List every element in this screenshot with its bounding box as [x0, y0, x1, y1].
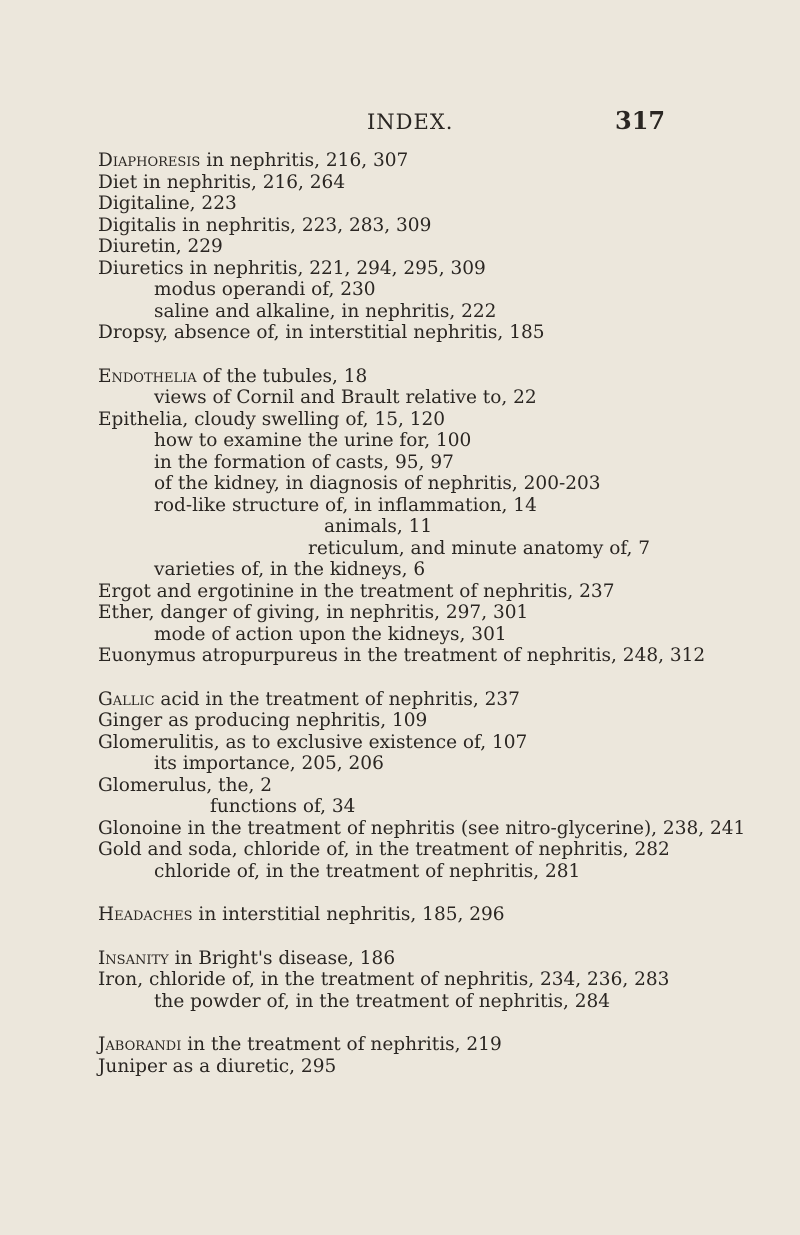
section-gap: [98, 667, 778, 689]
section-gap: [98, 344, 778, 366]
index-entry: Digitalis in nephritis, 223, 283, 309: [98, 214, 432, 236]
entry-lead: Insanity: [98, 947, 169, 969]
entry-lead: Jaborandi: [98, 1034, 182, 1055]
section-gap: [98, 882, 778, 904]
running-title: INDEX.: [367, 110, 454, 134]
section-gap: [98, 926, 778, 948]
index-entry: Dropsy, absence of, in interstitial nephritis, 185: [98, 322, 545, 343]
index-subentry: how to examine the urine for, 100: [154, 430, 472, 451]
index-entry-diaphoresis: [98, 150, 778, 172]
entry-text: in nephritis, 216, 307: [200, 150, 409, 171]
index-subentry: saline and alkaline, in nephritis, 222: [154, 300, 497, 322]
index-subentry: rod-like structure of, in inflammation, 14: [154, 494, 537, 516]
index-entry: Glonoine in the treatment of nephritis (see nitro-glycerine), 238, 241: [98, 817, 746, 839]
index-entry: Epithelia, cloudy swelling of, 15, 120: [98, 408, 446, 430]
entry-text: of the tubules, 18: [196, 365, 368, 387]
index-subentry: its importance, 205, 206: [154, 753, 384, 774]
index-entry-insanity: [98, 948, 778, 970]
index-subentry: in the formation of casts, 95, 97: [154, 451, 454, 473]
index-entry: Iron, chloride of, in the treatment of nephritis, 234, 236, 283: [98, 969, 670, 990]
index-subentry: modus operandi of, 230: [154, 279, 376, 300]
index-entry: Diuretin, 229: [98, 236, 223, 257]
entry-lead: Headaches: [98, 904, 193, 925]
index-subentry: of the kidney, in diagnosis of nephritis, 200-203: [154, 473, 601, 494]
index-entry: Ether, danger of giving, in nephritis, 297, 301: [98, 602, 529, 623]
index-entry: Euonymus atropurpureus in the treatment of nephritis, 248, 312: [98, 645, 706, 666]
index-entry-headaches: [98, 904, 778, 926]
index-subentry: mode of action upon the kidneys, 301: [154, 623, 507, 645]
index-subentry: varieties of, in the kidneys, 6: [154, 559, 426, 580]
index-subentry: chloride of, in the treatment of nephritis, 281: [154, 860, 581, 882]
index-entry-endothelia: [98, 366, 778, 388]
entry-text: in Bright's disease, 186: [168, 947, 396, 969]
running-head: [0, 106, 800, 136]
index-entry: Juniper as a diuretic, 295: [98, 1055, 337, 1077]
section-gap: [98, 1012, 778, 1034]
index-entry-gallic: [98, 689, 778, 711]
index-subentry: views of Cornil and Brault relative to, 22: [154, 387, 537, 408]
entry-lead: Diaphoresis: [98, 150, 201, 171]
index-entry: Glomerulitis, as to exclusive existence of, 107: [98, 731, 528, 753]
index-subentry: reticulum, and minute anatomy of, 7: [308, 537, 651, 559]
page-number: 317: [615, 106, 666, 135]
index-subentry: animals, 11: [324, 516, 433, 537]
index-entry: Ergot and ergotinine in the treatment of nephritis, 237: [98, 580, 615, 602]
entry-lead: Endothelia: [98, 365, 197, 387]
index-entry: Glomerulus, the, 2: [98, 774, 272, 796]
index-entry: Gold and soda, chloride of, in the treatment of nephritis, 282: [98, 839, 670, 860]
index-entry: Diuretics in nephritis, 221, 294, 295, 309: [98, 257, 486, 279]
entry-text: in interstitial nephritis, 185, 296: [192, 904, 505, 925]
index-subentry: functions of, 34: [210, 796, 356, 817]
index-subentry: the powder of, in the treatment of nephritis, 284: [154, 990, 611, 1012]
index-entry: Ginger as producing nephritis, 109: [98, 710, 428, 731]
entry-text: acid in the treatment of nephritis, 237: [154, 688, 520, 710]
index-entry: Digitaline, 223: [98, 193, 237, 214]
index-body: [98, 150, 778, 1077]
index-entry-jaborandi: [98, 1034, 778, 1056]
index-entry: Diet in nephritis, 216, 264: [98, 171, 346, 193]
entry-text: in the treatment of nephritis, 219: [181, 1034, 502, 1055]
entry-lead: Gallic: [98, 688, 155, 710]
